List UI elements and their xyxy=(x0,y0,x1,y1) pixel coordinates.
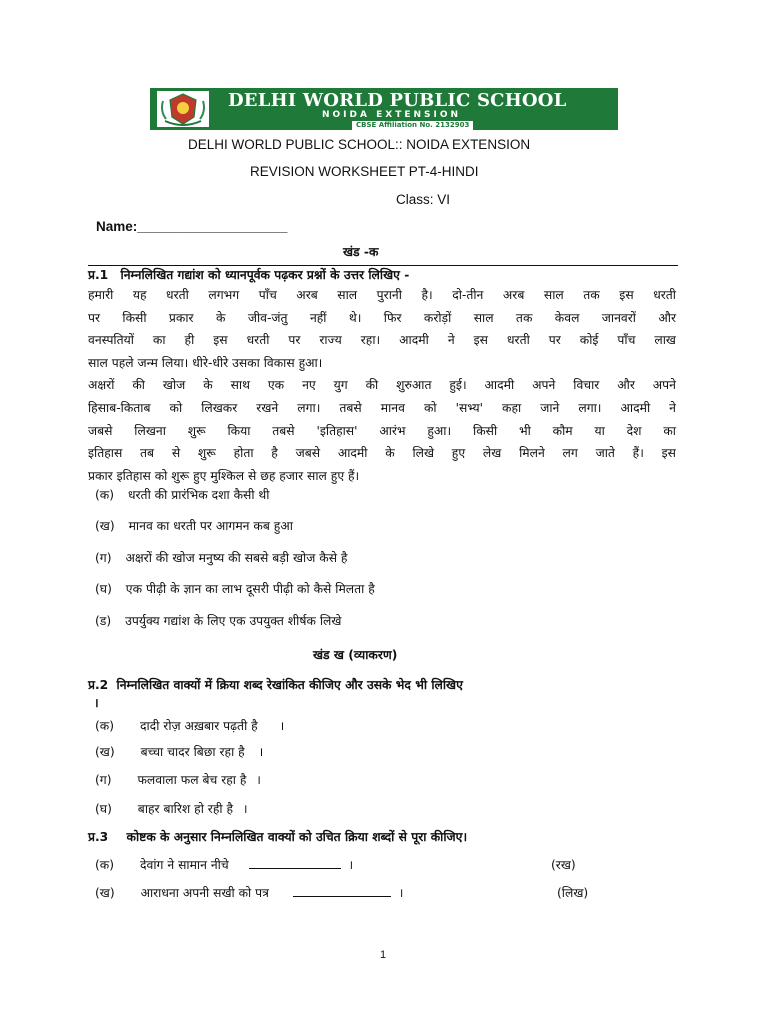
passage-line: जबसे लिखना शुरू किया तबसे 'इतिहास' आरंभ हुआ। किसी भी कौम या देश का xyxy=(88,423,676,438)
school-crest-icon xyxy=(157,91,209,127)
passage-line: इतिहास तब से शुरू होता है जबसे आदमी के लिखे हुए लेख मिलने लग जाते हैं। इस xyxy=(88,446,676,461)
answer-blank xyxy=(249,857,341,869)
item-end: । xyxy=(348,858,354,872)
passage-line: वनस्पतियों का ही इस धरती पर राज्य रहा। आदमी ने इस धरती पर कोई पाँच लाख xyxy=(88,333,676,348)
item-label: (ग) xyxy=(95,773,112,787)
fill-item xyxy=(95,856,353,873)
question-text: एक पीढ़ी के ज्ञान का लाभ दूसरी पीढ़ी को कैसे मिलता है xyxy=(125,582,375,596)
item-label: (क) xyxy=(95,719,115,733)
grammar-item xyxy=(95,743,263,760)
question-2-heading xyxy=(88,676,463,693)
passage xyxy=(88,284,676,487)
question-label: (ख) xyxy=(95,519,115,533)
item-text: आराधना अपनी सखी को पत्र xyxy=(140,886,269,900)
question-text: अक्षरों की खोज मनुष्य की सबसे बड़ी खोज कैसे है xyxy=(125,551,348,565)
item-end: । xyxy=(256,773,261,787)
question-label: (क) xyxy=(95,488,115,502)
question-text: धरती की प्रारंभिक दशा कैसी थी xyxy=(127,488,270,502)
question-item xyxy=(95,549,347,566)
question-item xyxy=(95,612,341,629)
item-label: (ख) xyxy=(95,745,115,759)
page-number: 1 xyxy=(380,949,387,961)
item-text: बच्चा चादर बिछा रहा है xyxy=(140,745,245,759)
question-1-heading xyxy=(88,266,409,283)
name-row xyxy=(96,219,287,234)
question-label: (ग) xyxy=(95,551,112,565)
name-label: Name: xyxy=(96,219,138,234)
question-label: (घ) xyxy=(95,582,112,596)
question-2-number: प्र.2 xyxy=(88,678,109,692)
class-label: Class: VI xyxy=(396,192,451,207)
item-end: । xyxy=(279,719,285,733)
answer-blank xyxy=(293,885,391,897)
section-b-title: खंड ख (व्याकरण) xyxy=(313,648,398,662)
verb-hint: (लिख) xyxy=(557,886,589,900)
item-end: । xyxy=(258,745,264,759)
item-text: देवांग ने सामान नीचे xyxy=(139,858,229,872)
banner-school-name: DELHI WORLD PUBLIC SCHOOL xyxy=(228,90,567,111)
section-a-title: खंड -क xyxy=(343,245,379,259)
question-2-end: । xyxy=(94,696,99,710)
item-end: । xyxy=(398,886,404,900)
passage-line: पर किसी प्रकार के जीव-जंतु नहीं थे। फिर करोड़ों साल तक केवल जानवरों और xyxy=(88,310,676,325)
item-text: फलवाला फल बेच रहा है xyxy=(137,773,247,787)
question-item xyxy=(95,517,293,534)
question-item xyxy=(95,580,375,597)
passage-line: हमारी यह धरती लगभग पाँच अरब साल पुरानी है। दो-तीन अरब साल तक इस धरती xyxy=(88,288,676,302)
grammar-item xyxy=(95,717,284,734)
grammar-item xyxy=(95,771,261,788)
question-text: मानव का धरती पर आगमन कब हुआ xyxy=(128,519,293,533)
banner-affiliation: CBSE Affiliation No. 2132903 xyxy=(352,121,473,130)
item-text: बाहर बारिश हो रही है xyxy=(137,802,233,816)
item-label: (क) xyxy=(95,858,115,872)
passage-line: अक्षरों की खोज के साथ एक नए युग की शुरुआत हुई। आदमी अपने विचार और अपने xyxy=(88,378,676,393)
banner-location: NOIDA EXTENSION xyxy=(322,110,462,120)
item-end: । xyxy=(242,802,248,816)
grammar-item xyxy=(95,800,248,817)
item-label: (ख) xyxy=(95,886,115,900)
question-label: (ड) xyxy=(95,614,112,628)
question-2-text: निम्नलिखित वाक्यों में क्रिया शब्द रेखांकित कीजिए और उसके भेद भी लिखिए xyxy=(116,678,463,692)
passage-line: प्रकार इतिहास को शुरू हुए मुश्किल से छह हजार साल हुए हैं। xyxy=(88,468,360,483)
worksheet-title: REVISION WORKSHEET PT-4-HINDI xyxy=(250,164,479,179)
name-blank: ____________________ xyxy=(137,219,288,234)
passage-line: साल पहले जन्म लिया। धीरे-धीरे उसका विकास हुआ। xyxy=(88,355,323,370)
school-line: DELHI WORLD PUBLIC SCHOOL:: NOIDA EXTENSION xyxy=(188,137,531,152)
verb-hint: (रख) xyxy=(551,858,576,872)
question-1-number: प्र.1 xyxy=(88,268,109,282)
question-1-text: निम्नलिखित गद्यांश को ध्यानपूर्वक पढ़कर प्रश्नों के उत्तर लिखिए - xyxy=(120,268,410,282)
question-item xyxy=(95,486,269,503)
fill-item xyxy=(95,884,403,901)
passage-line: हिसाब-किताब को लिखकर रखने लगा। तबसे मानव को 'सभ्य' कहा जाने लगा। आदमी ने xyxy=(88,400,676,415)
question-text: उपर्युक्य गद्यांश के लिए एक उपयुक्त शीर्षक लिखे xyxy=(125,614,342,628)
question-3-number: प्र.3 xyxy=(88,830,109,844)
question-3-heading xyxy=(88,828,467,845)
item-label: (घ) xyxy=(95,802,112,816)
item-text: दादी रोज़ अख़बार पढ़ती है xyxy=(139,719,258,733)
question-3-text: कोष्टक के अनुसार निम्नलिखित वाक्यों को उचित क्रिया शब्दों से पूरा कीजिए। xyxy=(126,830,468,844)
